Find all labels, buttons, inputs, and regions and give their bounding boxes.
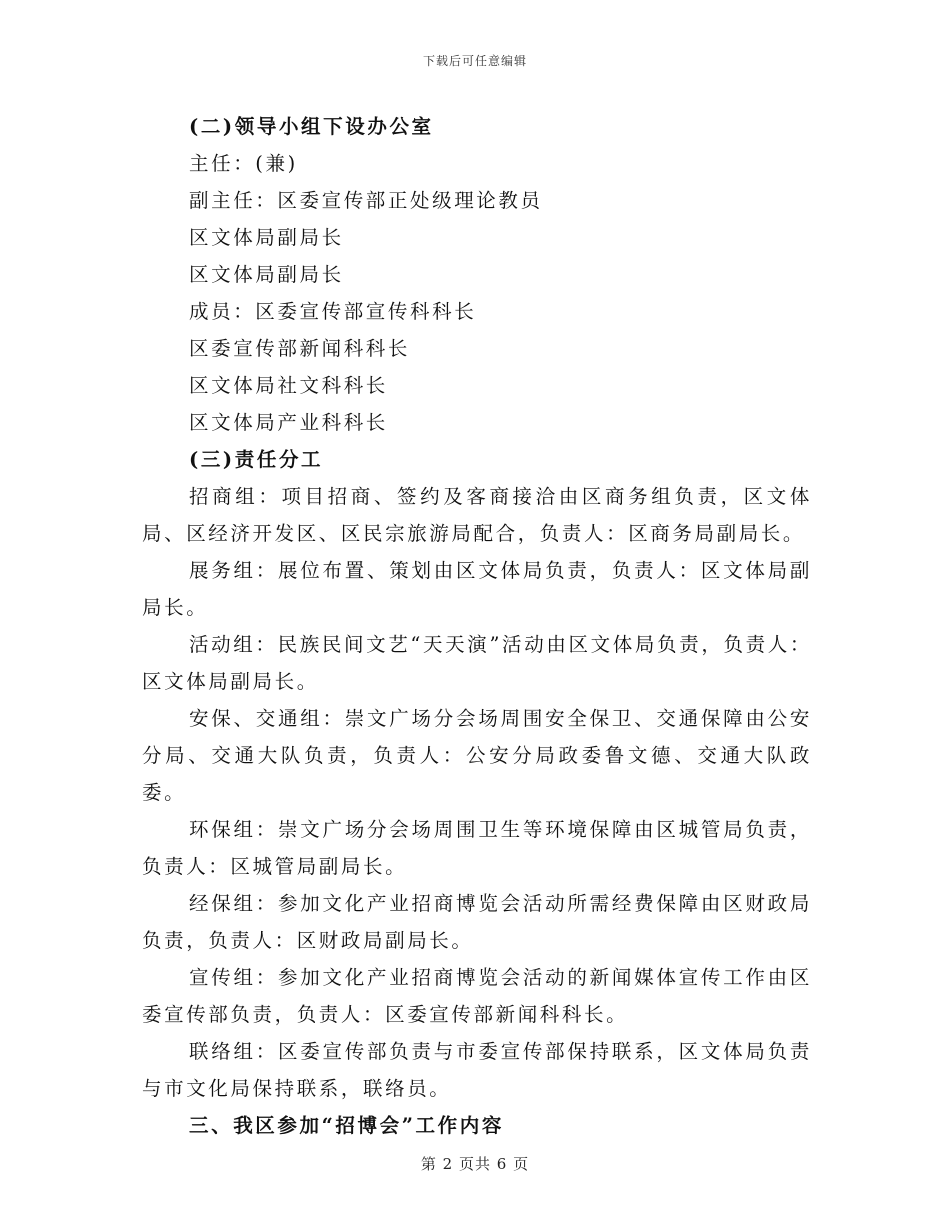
duty-paragraph: 经保组：参加文化产业招商博览会活动所需经费保障由区财政局负责，负责人：区财政局副局长。 <box>142 892 812 952</box>
header-note: 下载后可任意编辑 <box>422 54 527 68</box>
section-heading-duties: (三)责任分工 <box>189 448 324 471</box>
office-line: 区文体局社文科科长 <box>189 374 388 397</box>
section-heading-office: (二)领导小组下设办公室 <box>189 115 434 138</box>
office-line: 成员：区委宣传部宣传科科长 <box>189 300 477 323</box>
section-heading-work-content: 三、我区参加“招博会”工作内容 <box>189 1114 504 1137</box>
duty-paragraph: 活动组：民族民间文艺“天天演”活动由区文体局负责，负责人：区文体局副局长。 <box>142 633 812 693</box>
office-line: 区文体局副局长 <box>189 263 344 286</box>
office-line: 区文体局产业科科长 <box>189 411 388 434</box>
duty-paragraph: 安保、交通组：崇文广场分会场周围安全保卫、交通保障由公安分局、交通大队负责，负责人：公安分局政委鲁文德、交通大队政委。 <box>142 707 812 804</box>
office-line: 区文体局副局长 <box>189 226 344 249</box>
duty-paragraph: 联络组：区委宣传部负责与市委宣传部保持联系，区文体局负责与市文化局保持联系，联络员。 <box>142 1040 812 1100</box>
duty-paragraph: 环保组：崇文广场分会场周围卫生等环境保障由区城管局负责，负责人：区城管局副局长。 <box>142 818 812 878</box>
duty-paragraph: 宣传组：参加文化产业招商博览会活动的新闻媒体宣传工作由区委宣传部负责，负责人：区委宣传部新闻科科长。 <box>142 966 812 1026</box>
page-footer: 第 2 页共 6 页 <box>420 1155 530 1173</box>
duty-paragraph: 展务组：展位布置、策划由区文体局负责，负责人：区文体局副局长。 <box>142 559 812 619</box>
office-line: 副主任：区委宣传部正处级理论教员 <box>189 189 543 212</box>
office-line: 区委宣传部新闻科科长 <box>189 337 411 360</box>
office-line: 主任：(兼) <box>189 152 298 175</box>
document-body <box>142 108 812 1144</box>
duty-paragraph: 招商组：项目招商、签约及客商接洽由区商务组负责，区文体局、区经济开发区、区民宗旅游局配合，负责人：区商务局副局长。 <box>142 485 812 545</box>
